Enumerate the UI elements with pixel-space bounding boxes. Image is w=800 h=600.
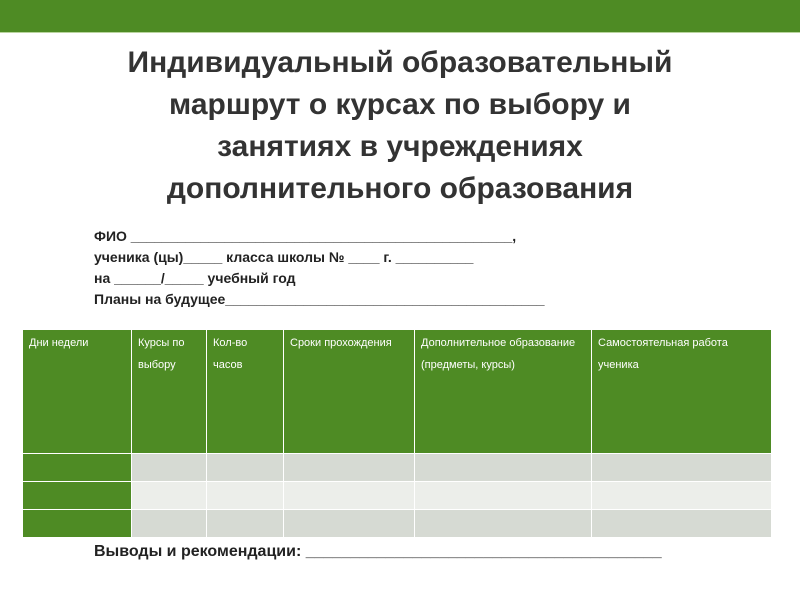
table-row: [23, 510, 772, 538]
top-banner: [0, 0, 800, 32]
header-weekdays: Дни недели: [23, 330, 132, 454]
table-cell[interactable]: [592, 454, 772, 482]
table-cell[interactable]: [23, 454, 132, 482]
table-header-row: [23, 330, 772, 454]
header-duration: Сроки прохождения: [284, 330, 415, 454]
form-line-plans: Планы на будущее_________________________________________: [94, 291, 545, 307]
title-line-3: занятиях в учреждениях: [217, 130, 583, 163]
form-line-fio: ФИО _________________________________________________,: [94, 228, 517, 244]
table-cell[interactable]: [23, 510, 132, 538]
table-cell[interactable]: [207, 482, 284, 510]
table-cell[interactable]: [284, 482, 415, 510]
table-cell[interactable]: [132, 482, 207, 510]
title-line-4: дополнительного образования: [166, 172, 634, 205]
table-cell[interactable]: [132, 510, 207, 538]
table-row: [23, 482, 772, 510]
title-line-2: маршрут о курсах по выбору и: [169, 88, 631, 121]
table-cell[interactable]: [592, 482, 772, 510]
header-elective-courses: Курсы по выбору: [132, 330, 207, 454]
title-line-1: Индивидуальный образовательный: [127, 46, 673, 79]
page-title: [40, 42, 760, 210]
header-hours: Кол-во часов: [207, 330, 284, 454]
header-independent-work: Самостоятельная работа ученика: [592, 330, 772, 454]
table-cell[interactable]: [23, 482, 132, 510]
table-cell[interactable]: [592, 510, 772, 538]
route-table: [22, 329, 772, 538]
table-cell[interactable]: [415, 482, 592, 510]
banner-divider: [0, 32, 800, 33]
table-cell[interactable]: [132, 454, 207, 482]
table-cell[interactable]: [207, 510, 284, 538]
conclusions-line: Выводы и рекомендации: ________________________________________: [94, 543, 662, 560]
table-cell[interactable]: [415, 454, 592, 482]
table-cell[interactable]: [284, 454, 415, 482]
form-line-class: ученика (цы)_____ класса школы № ____ г. __________: [94, 249, 474, 265]
table-cell[interactable]: [415, 510, 592, 538]
header-extra-education: Дополнительное образование (предметы, курсы): [415, 330, 592, 454]
table-row: [23, 454, 772, 482]
form-line-year: на ______/_____ учебный год: [94, 270, 296, 286]
student-form: [94, 226, 694, 310]
table-cell[interactable]: [284, 510, 415, 538]
table-cell[interactable]: [207, 454, 284, 482]
